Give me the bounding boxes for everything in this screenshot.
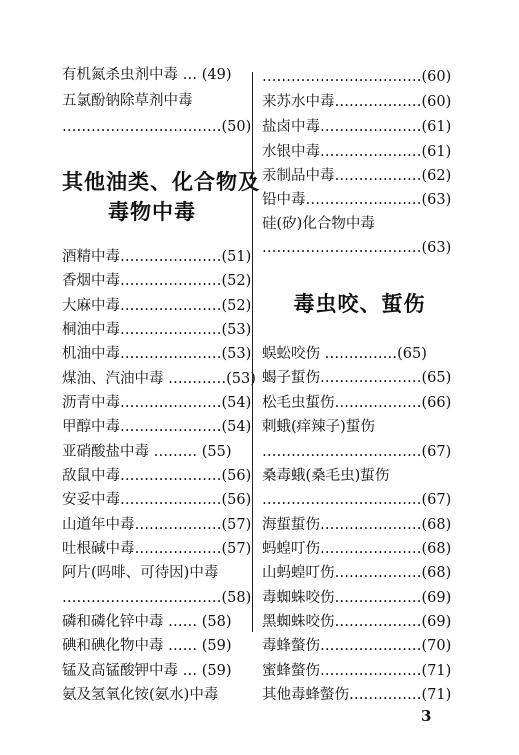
toc-entry[interactable]: 刺蛾(痒辣子)蜇伤: [262, 419, 375, 435]
toc-entry[interactable]: 桑毒蛾(桑毛虫)蜇伤: [262, 468, 390, 484]
section-title-line: 其他油类、化合物及: [62, 169, 260, 194]
toc-entry[interactable]: 山蚂蝗叮伤………………(68): [262, 565, 452, 581]
toc-entry[interactable]: 蝎子蜇伤…………………(65): [262, 370, 452, 386]
toc-entry[interactable]: 松毛虫蜇伤………………(66): [262, 395, 452, 411]
toc-entry[interactable]: 五氯酚钠除草剂中毒: [62, 93, 193, 109]
toc-entry[interactable]: 碘和碘化物中毒 …… (59): [62, 638, 232, 654]
toc-entry[interactable]: 硅(矽)化合物中毒: [262, 216, 375, 232]
page-number: 3: [421, 707, 432, 725]
section-title: 毒虫咬、蜇伤: [293, 291, 426, 316]
toc-entry[interactable]: 山道年中毒………………(57): [62, 517, 252, 533]
toc-entry[interactable]: 机油中毒…………………(53): [62, 346, 252, 362]
toc-entry[interactable]: 其他毒蜂螫伤……………(71): [262, 687, 452, 703]
toc-entry[interactable]: 沥青中毒…………………(54): [62, 395, 252, 411]
toc-entry[interactable]: 香烟中毒…………………(52): [62, 273, 252, 289]
toc-entry[interactable]: 铅中毒……………………(63): [262, 192, 452, 208]
toc-entry-dots[interactable]: ……………………………(63): [262, 240, 452, 256]
toc-entry[interactable]: 安妥中毒…………………(56): [62, 492, 252, 508]
toc-entry[interactable]: 甲醇中毒…………………(54): [62, 419, 252, 435]
toc-entry[interactable]: 敌鼠中毒…………………(56): [62, 468, 252, 484]
toc-entry[interactable]: 有机氮杀虫剂中毒 … (49): [62, 67, 232, 83]
toc-entry[interactable]: 氨及氢氧化铵(氨水)中毒: [62, 687, 219, 703]
toc-entry[interactable]: 吐根碱中毒………………(57): [62, 541, 252, 557]
toc-entry[interactable]: 桐油中毒…………………(53): [62, 322, 252, 338]
toc-entry-dots[interactable]: ……………………………(50): [62, 119, 252, 135]
toc-entry[interactable]: 水银中毒…………………(61): [262, 144, 452, 160]
toc-entry[interactable]: 磷和磷化锌中毒 …… (58): [62, 614, 232, 630]
section-title-line: 毒物中毒: [108, 199, 196, 224]
toc-entry-dots[interactable]: ……………………………(60): [262, 69, 452, 85]
toc-entry[interactable]: 黑蜘蛛咬伤………………(69): [262, 614, 452, 630]
column-divider: [252, 72, 253, 632]
toc-entry[interactable]: 海蜇蜇伤…………………(68): [262, 517, 452, 533]
toc-entry[interactable]: 毒蜘蛛咬伤………………(69): [262, 590, 452, 606]
toc-entry[interactable]: 锰及高锰酸钾中毒 … (59): [62, 663, 232, 679]
toc-entry[interactable]: 亚硝酸盐中毒 ……… (55): [62, 444, 232, 460]
toc-entry[interactable]: 酒精中毒…………………(51): [62, 249, 252, 265]
toc-entry[interactable]: 汞制品中毒………………(62): [262, 168, 452, 184]
toc-entry[interactable]: 蚂蝗叮伤…………………(68): [262, 541, 452, 557]
toc-entry-dots[interactable]: ……………………………(67): [262, 492, 452, 508]
toc-entry[interactable]: 蜈蚣咬伤 ……………(65): [262, 346, 427, 362]
toc-entry[interactable]: 煤油、汽油中毒 …………(53): [62, 371, 256, 387]
toc-entry-dots[interactable]: ……………………………(67): [262, 444, 452, 460]
toc-entry[interactable]: 蜜蜂螫伤…………………(71): [262, 663, 452, 679]
toc-entry[interactable]: 盐卤中毒…………………(61): [262, 119, 452, 135]
toc-entry[interactable]: 来苏水中毒………………(60): [262, 94, 452, 110]
toc-entry[interactable]: 阿片(吗啡、可待因)中毒: [62, 565, 219, 581]
toc-entry-dots[interactable]: ……………………………(58): [62, 590, 252, 606]
toc-entry[interactable]: 大麻中毒…………………(52): [62, 298, 252, 314]
toc-entry[interactable]: 毒蜂螫伤…………………(70): [262, 638, 452, 654]
